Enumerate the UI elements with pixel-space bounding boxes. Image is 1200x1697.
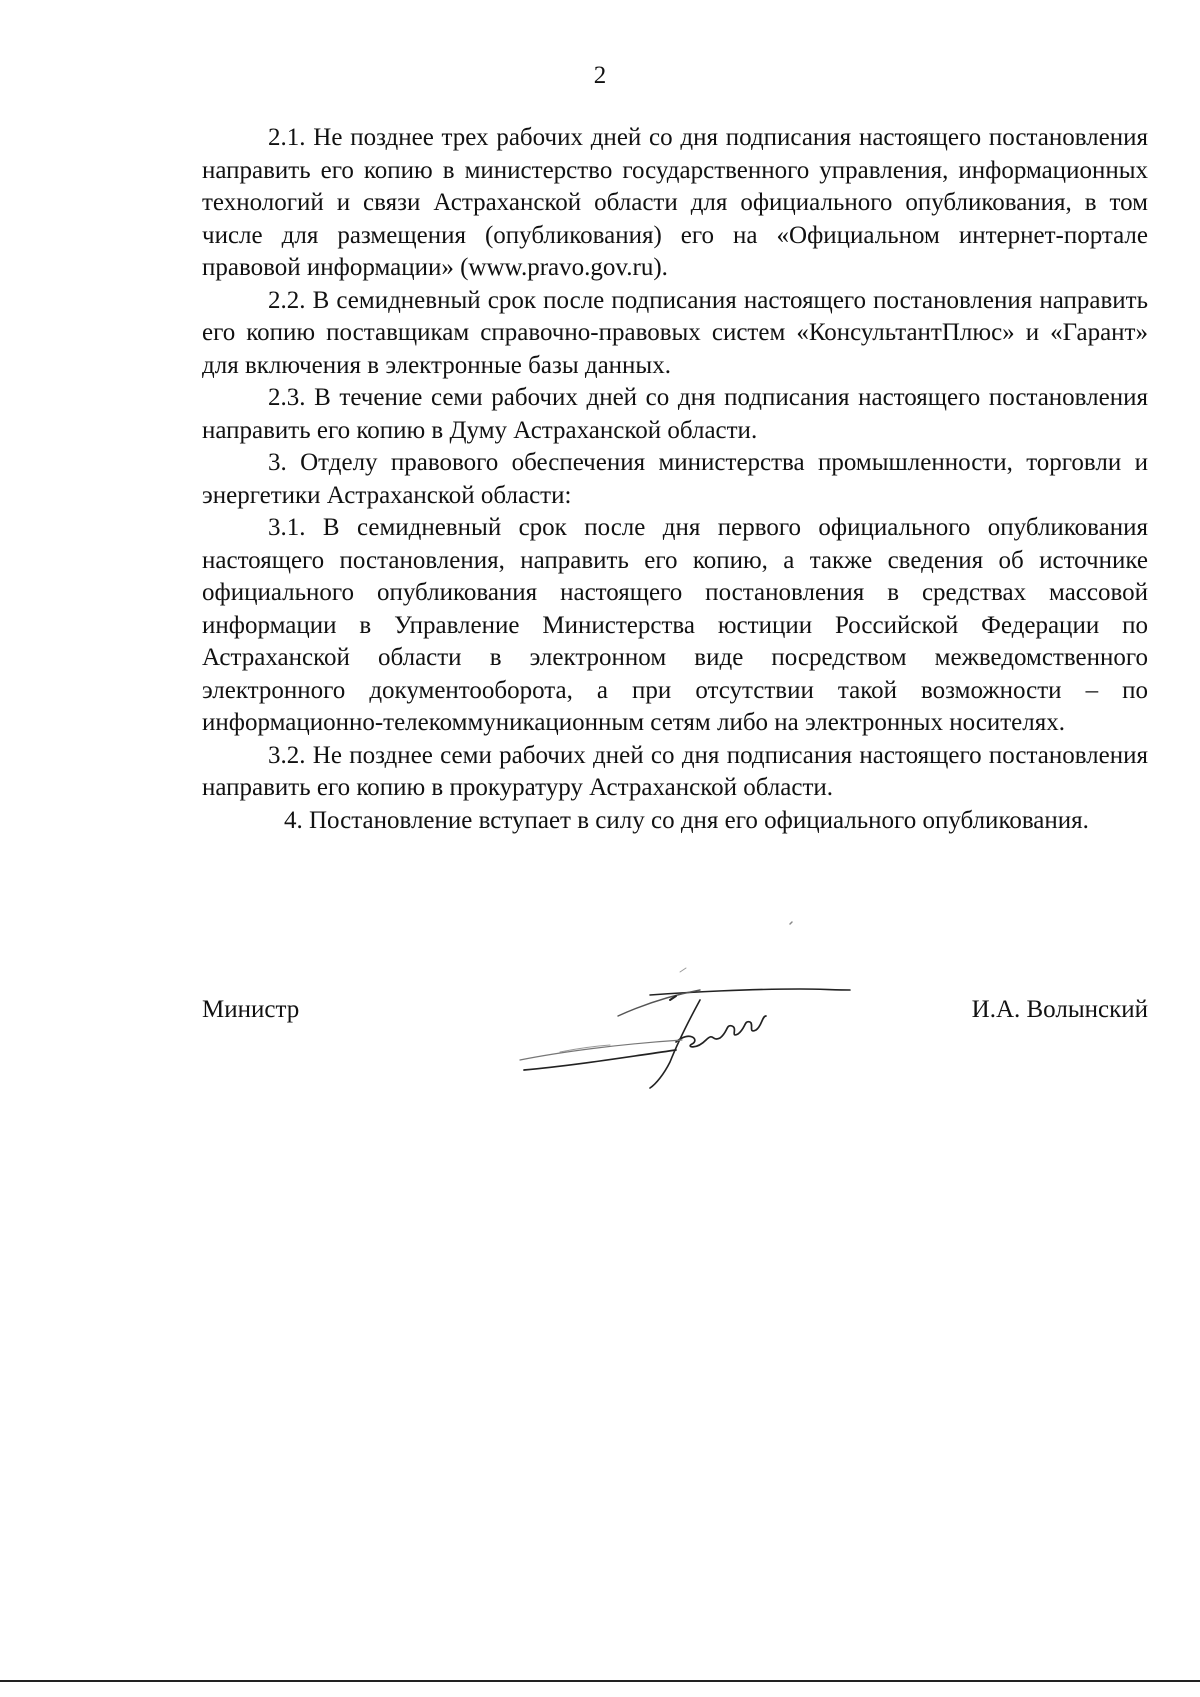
handwritten-signature: [500, 912, 880, 1092]
paragraph-3-1: 3.1. В семидневный срок после дня первого официального опубликования настоящего постановления, направить его копию, а также сведения об источнике официального опубликования настоящего постановления в средствах массовой информации в Управление Министерства юстиции Российской Федерации по Астраханской области в электронном виде посредством межведомственного электронного документооборота, а при отсутствии такой возможности – по информационно-телекоммуникационным сетям либо на электронных носителях.: [202, 514, 1148, 736]
page-bottom-rule: [0, 1680, 1200, 1682]
paragraph-2-3: 2.3. В течение семи рабочих дней со дня подписания настоящего постановления направить его копию в Думу Астраханской области.: [202, 384, 1148, 444]
document-body: [202, 122, 1148, 837]
paragraph-4: 4. Постановление вступает в силу со дня его официального опубликования.: [284, 806, 1089, 834]
paragraph-2-1: 2.1. Не позднее трех рабочих дней со дня подписания настоящего постановления направить его копию в министерство государственного управления, информационных технологий и связи Астраханской области для официального опубликования, в том числе для размещения (опубликования) его на «Официальном интернет-портале правовой информации» (www.pravo.gov.ru).: [202, 124, 1148, 281]
signer-name: И.А. Волынский: [971, 996, 1148, 1023]
paragraph-3-2: 3.2. Не позднее семи рабочих дней со дня подписания настоящего постановления направить его копию в прокуратуру Астраханской области.: [202, 741, 1148, 801]
page-number: 2: [593, 62, 607, 89]
paragraph-2-2: 2.2. В семидневный срок после подписания настоящего постановления направить его копию поставщикам справочно-правовых систем «КонсультантПлюс» и «Гарант» для включения в электронные базы данных.: [202, 286, 1148, 379]
signer-position: Министр: [202, 996, 300, 1023]
paragraph-3: 3. Отделу правового обеспечения министерства промышленности, торговли и энергетики Астраханской области:: [202, 449, 1148, 509]
